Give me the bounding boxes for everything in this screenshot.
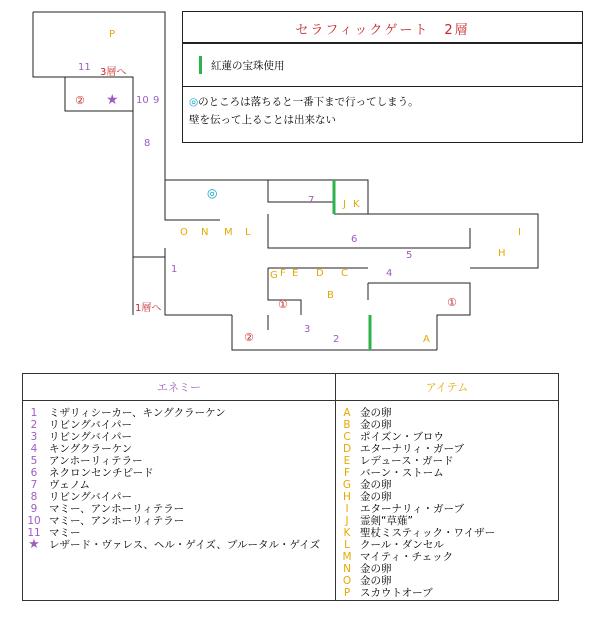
enemy-number: 1	[30, 407, 38, 419]
item-row	[336, 563, 558, 575]
enemy-number: 4	[30, 443, 38, 455]
item-name: バーン・ストーム	[360, 467, 444, 479]
item-row	[336, 455, 558, 467]
item-name: マイティ・チェック	[360, 551, 454, 563]
enemy-name: リビングバイパー	[49, 419, 132, 431]
wall	[33, 12, 133, 165]
item-letter: N	[343, 563, 351, 575]
item-N: N	[201, 227, 209, 238]
enemy-4: 4	[386, 268, 393, 279]
item-O: O	[180, 227, 188, 238]
circle-2-bottom: ②	[244, 331, 254, 344]
item-row	[336, 431, 558, 443]
wall	[165, 248, 232, 315]
enemy-1: 1	[171, 264, 178, 275]
item-name: ポイズン・ブロウ	[360, 431, 444, 443]
enemy-name: マミー	[49, 527, 81, 539]
item-name: エターナリィ・ガーブ	[360, 503, 465, 515]
enemy-row	[23, 407, 335, 419]
item-letter: H	[343, 491, 351, 503]
enemy-number: 7	[30, 479, 38, 491]
item-name: 金の卵	[360, 419, 392, 431]
item-letter: E	[343, 455, 351, 467]
enemy-name: マミー、アンホーリィテラー	[49, 503, 185, 515]
warp-floor1: 1層へ	[135, 303, 162, 314]
enemy-5: 5	[406, 250, 413, 261]
circle-2-top: ②	[75, 94, 85, 107]
target-icon: ◎	[189, 96, 199, 108]
note-line-1	[189, 94, 419, 109]
enemy-number: 3	[30, 431, 38, 443]
enemy-row	[23, 503, 335, 515]
item-J: J	[343, 199, 346, 210]
enemy-name: キングクラーケン	[49, 443, 133, 455]
wall	[334, 214, 538, 268]
enemy-row	[23, 515, 335, 527]
enemy-row	[23, 467, 335, 479]
item-name: 金の卵	[360, 575, 392, 587]
item-row	[336, 407, 558, 419]
enemy-name: ネクロンセンチピード	[49, 467, 154, 479]
item-letter: P	[343, 587, 351, 599]
enemy-name: マミー、アンホーリィテラー	[49, 515, 185, 527]
wall	[165, 180, 368, 214]
page-title: セラフィックゲート 2層	[295, 23, 470, 38]
item-row	[336, 443, 558, 455]
wall	[133, 180, 165, 257]
enemy-row	[23, 527, 335, 539]
enemy-row	[23, 431, 335, 443]
title-box	[182, 11, 583, 43]
item-I: I	[518, 227, 521, 238]
item-letter: B	[343, 419, 351, 431]
item-row	[336, 527, 558, 539]
enemy-11: 11	[78, 62, 91, 73]
item-name: 金の卵	[360, 491, 392, 503]
star-icon: ★	[106, 92, 119, 108]
item-M: M	[224, 227, 233, 238]
item-header: アイテム	[336, 374, 559, 401]
item-letter: O	[342, 575, 352, 587]
enemy-9: 9	[153, 95, 160, 106]
enemy-name: ミザリィシーカー、キングクラーケン	[49, 407, 226, 419]
enemy-item-table	[22, 373, 559, 601]
enemy-number: 5	[30, 455, 38, 467]
item-letter: D	[342, 443, 352, 455]
item-name: 金の卵	[360, 479, 392, 491]
wall	[268, 180, 334, 202]
enemy-number: 2	[30, 419, 38, 431]
note-text-1: のところは落ちると一番下まで行ってしまう。	[198, 96, 419, 108]
hole-icon: ◎	[207, 186, 218, 200]
enemy-row	[23, 419, 335, 431]
enemy-row	[23, 455, 335, 467]
warp-floor3: 3層へ	[100, 67, 127, 78]
enemy-number: 10	[27, 515, 41, 527]
item-row	[336, 575, 558, 587]
item-E: E	[292, 268, 299, 279]
item-P: P	[109, 29, 116, 40]
item-name: 金の卵	[360, 563, 392, 575]
legend-green-text: 紅蓮の宝珠使用	[211, 60, 285, 72]
item-D: D	[316, 268, 324, 279]
item-letter: G	[342, 479, 352, 491]
item-letter: L	[344, 539, 350, 551]
enemy-6: 6	[351, 234, 358, 245]
enemy-7: 7	[308, 195, 315, 206]
item-F: F	[280, 268, 286, 279]
item-name: スカウトオーブ	[360, 587, 433, 599]
enemy-name: レザード・ヴァレス、ヘル・ゲイズ、ブルータル・ゲイズ	[49, 539, 321, 551]
enemy-name: リビングバイパー	[49, 431, 132, 443]
legend-box-note	[182, 86, 583, 143]
enemy-8: 8	[144, 138, 151, 149]
item-row	[336, 503, 558, 515]
item-A: A	[423, 334, 430, 345]
enemy-number: 6	[30, 467, 38, 479]
circle-1-right: ①	[447, 296, 457, 309]
item-B: B	[327, 290, 334, 301]
item-name: 聖杖ミスティック・ワイザー	[360, 527, 496, 539]
enemy-row	[23, 443, 335, 455]
enemy-number: 9	[30, 503, 38, 515]
item-row	[336, 467, 558, 479]
enemy-row	[23, 491, 335, 503]
item-name: 金の卵	[360, 407, 392, 419]
enemy-number: ★	[28, 537, 40, 552]
note-line-2: 壁を伝って上ることは出来ない	[189, 114, 336, 126]
enemy-row	[23, 479, 335, 491]
item-name: 霊剣“草薙”	[360, 515, 413, 527]
item-row	[336, 551, 558, 563]
item-H: H	[498, 248, 506, 259]
enemy-row	[23, 539, 335, 551]
wall	[368, 283, 470, 350]
green-wall-swatch	[199, 56, 202, 74]
item-letter: K	[343, 527, 351, 539]
item-K: K	[353, 199, 360, 210]
legend-box-green	[182, 43, 583, 87]
enemy-3: 3	[304, 324, 311, 335]
item-list	[336, 401, 559, 601]
item-name: レデュース・ガード	[360, 455, 454, 467]
item-letter: J	[345, 515, 349, 527]
item-letter: F	[343, 467, 351, 479]
item-row	[336, 491, 558, 503]
enemy-name: ヴェノム	[49, 479, 91, 491]
enemy-name: アンホーリィテラー	[49, 455, 143, 467]
item-row	[336, 539, 558, 551]
enemy-10: 10	[136, 95, 149, 106]
item-row	[336, 515, 558, 527]
item-name: エターナリィ・ガーブ	[360, 443, 465, 455]
item-row	[336, 587, 558, 599]
item-G: G	[270, 270, 278, 281]
item-letter: M	[342, 551, 352, 563]
item-row	[336, 479, 558, 491]
enemy-number: 11	[27, 527, 41, 539]
enemy-number: 8	[30, 491, 38, 503]
wall	[268, 214, 470, 248]
enemy-list	[23, 401, 336, 601]
item-C: C	[341, 268, 348, 279]
circle-1-left: ①	[278, 298, 288, 311]
item-row	[336, 419, 558, 431]
enemy-header: エネミー	[23, 374, 336, 401]
item-letter: C	[343, 431, 351, 443]
enemy-2: 2	[333, 334, 340, 345]
item-name: クール・ダンセル	[360, 539, 444, 551]
item-L: L	[245, 227, 251, 238]
item-letter: I	[345, 503, 349, 515]
item-letter: A	[343, 407, 351, 419]
enemy-name: リビングバイパー	[49, 491, 132, 503]
